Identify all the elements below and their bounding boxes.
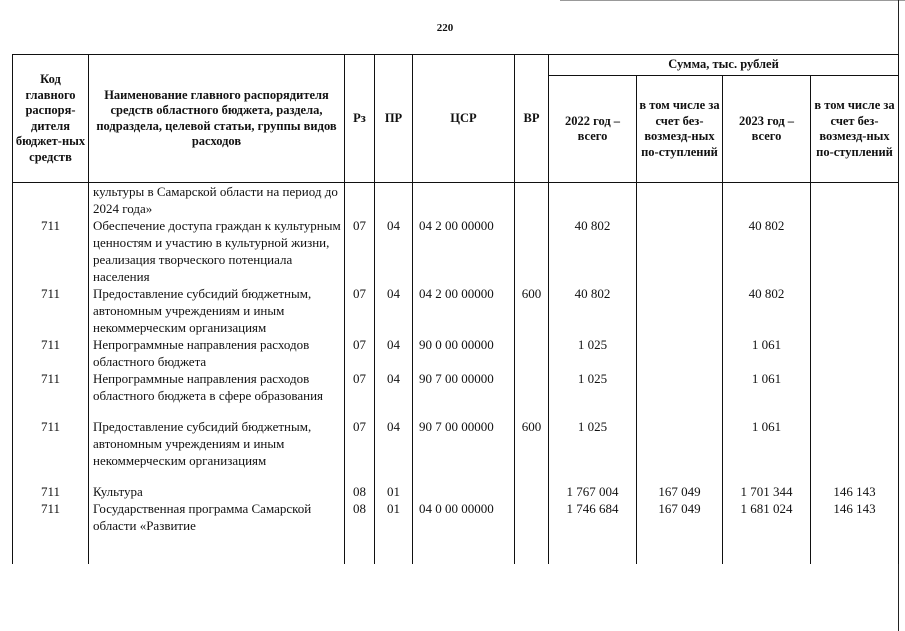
cell-2023-total: 1 061 (723, 418, 811, 469)
cell-name: Культура (89, 483, 345, 500)
header-csr: ЦСР (413, 55, 515, 183)
cell-rz: 08 (345, 500, 375, 534)
cell-2022-total: 1 767 004 (549, 483, 637, 500)
header-vr: ВР (515, 55, 549, 183)
cell-csr: 04 2 00 00000 (413, 217, 515, 285)
header-name: Наименование главного распорядителя средств областного бюджета, раздела, подраздела, целевой статьи, группы видов расходов (89, 55, 345, 183)
cell-pr: 04 (375, 217, 413, 285)
cell-name: культуры в Самарской области на период до 2024 года» (89, 183, 345, 218)
header-2023-total: 2023 год – всего (723, 76, 811, 183)
row-spacer (13, 404, 899, 418)
scan-top-edge (560, 0, 905, 1)
cell-csr: 90 0 00 00000 (413, 336, 515, 370)
cell-pr: 04 (375, 370, 413, 404)
cell-name: Непрограммные направления расходов областного бюджета в сфере образования (89, 370, 345, 404)
cell-code: 711 (13, 285, 89, 336)
cell-vr (515, 370, 549, 404)
cell-rz: 07 (345, 217, 375, 285)
cell-vr: 600 (515, 285, 549, 336)
cell-rz (345, 183, 375, 218)
cell-2022-total: 1 746 684 (549, 500, 637, 534)
cell-2022-free (637, 336, 723, 370)
cell-name: Обеспечение доступа граждан к культурным ценностям и участию в культурной жизни, реализация творческого потенциала населения (89, 217, 345, 285)
header-sum-group: Сумма, тыс. рублей (549, 55, 899, 76)
table-row (13, 336, 899, 370)
cell-2022-free (637, 370, 723, 404)
cell-2022-total: 1 025 (549, 336, 637, 370)
cell-2023-total: 40 802 (723, 217, 811, 285)
cell-rz: 08 (345, 483, 375, 500)
cell-2023-total: 1 061 (723, 370, 811, 404)
table-row (13, 500, 899, 534)
cell-2023-free: 146 143 (811, 483, 899, 500)
cell-2022-free (637, 418, 723, 469)
cell-name: Государственная программа Самарской области «Развитие (89, 500, 345, 534)
cell-2022-total (549, 183, 637, 218)
cell-code: 711 (13, 217, 89, 285)
cell-code: 711 (13, 483, 89, 500)
header-2023-free: в том числе за счет без-возмезд-ных по-ступлений (811, 76, 899, 183)
cell-pr: 04 (375, 336, 413, 370)
cell-code (13, 183, 89, 218)
header-2022-free: в том числе за счет без-возмезд-ных по-ступлений (637, 76, 723, 183)
cell-rz: 07 (345, 285, 375, 336)
cell-2022-total: 40 802 (549, 217, 637, 285)
cell-2023-total: 40 802 (723, 285, 811, 336)
cell-2022-total: 1 025 (549, 418, 637, 469)
header-rz: Рз (345, 55, 375, 183)
cell-vr (515, 183, 549, 218)
cell-vr (515, 336, 549, 370)
cell-vr (515, 217, 549, 285)
cell-code: 711 (13, 336, 89, 370)
cell-2022-free: 167 049 (637, 483, 723, 500)
table-row (13, 418, 899, 469)
cell-2023-free (811, 285, 899, 336)
cell-vr (515, 483, 549, 500)
table-row (13, 483, 899, 500)
cell-pr (375, 183, 413, 218)
cell-2022-free (637, 183, 723, 218)
cell-pr: 01 (375, 483, 413, 500)
table-row (13, 183, 899, 218)
table-row (13, 217, 899, 285)
cell-2023-total: 1 061 (723, 336, 811, 370)
cell-csr: 90 7 00 00000 (413, 418, 515, 469)
cell-code: 711 (13, 500, 89, 534)
cell-name: Предоставление субсидий бюджетным, автономным учреждениям и иным некоммерческим организациям (89, 418, 345, 469)
header-code: Код главного распоря-дителя бюджет-ных средств (13, 55, 89, 183)
row-spacer (13, 469, 899, 483)
cell-2023-free (811, 336, 899, 370)
cell-pr: 04 (375, 418, 413, 469)
cell-code: 711 (13, 418, 89, 469)
cell-2023-total: 1 681 024 (723, 500, 811, 534)
cell-csr: 90 7 00 00000 (413, 370, 515, 404)
cell-2023-total: 1 701 344 (723, 483, 811, 500)
header-2022-total: 2022 год – всего (549, 76, 637, 183)
cell-rz: 07 (345, 418, 375, 469)
cell-2023-total (723, 183, 811, 218)
cell-vr (515, 500, 549, 534)
header-pr: ПР (375, 55, 413, 183)
cell-2022-free (637, 285, 723, 336)
cell-2023-free (811, 370, 899, 404)
cell-name: Непрограммные направления расходов областного бюджета (89, 336, 345, 370)
cell-csr: 04 0 00 00000 (413, 500, 515, 534)
cell-code: 711 (13, 370, 89, 404)
page-number: 220 (436, 22, 454, 34)
cell-2023-free: 146 143 (811, 500, 899, 534)
cell-csr (413, 183, 515, 218)
table-row (13, 370, 899, 404)
cell-pr: 01 (375, 500, 413, 534)
cell-rz: 07 (345, 370, 375, 404)
cell-rz: 07 (345, 336, 375, 370)
cell-vr: 600 (515, 418, 549, 469)
cell-pr: 04 (375, 285, 413, 336)
cell-2022-free: 167 049 (637, 500, 723, 534)
table-row (13, 285, 899, 336)
cell-2023-free (811, 217, 899, 285)
cell-2022-total: 40 802 (549, 285, 637, 336)
cell-2022-total: 1 025 (549, 370, 637, 404)
cell-csr: 04 2 00 00000 (413, 285, 515, 336)
cell-2023-free (811, 418, 899, 469)
cell-2022-free (637, 217, 723, 285)
cell-name: Предоставление субсидий бюджетным, автономным учреждениям и иным некоммерческим организациям (89, 285, 345, 336)
cell-csr (413, 483, 515, 500)
row-spacer (13, 534, 899, 564)
budget-table (12, 54, 899, 564)
cell-2023-free (811, 183, 899, 218)
